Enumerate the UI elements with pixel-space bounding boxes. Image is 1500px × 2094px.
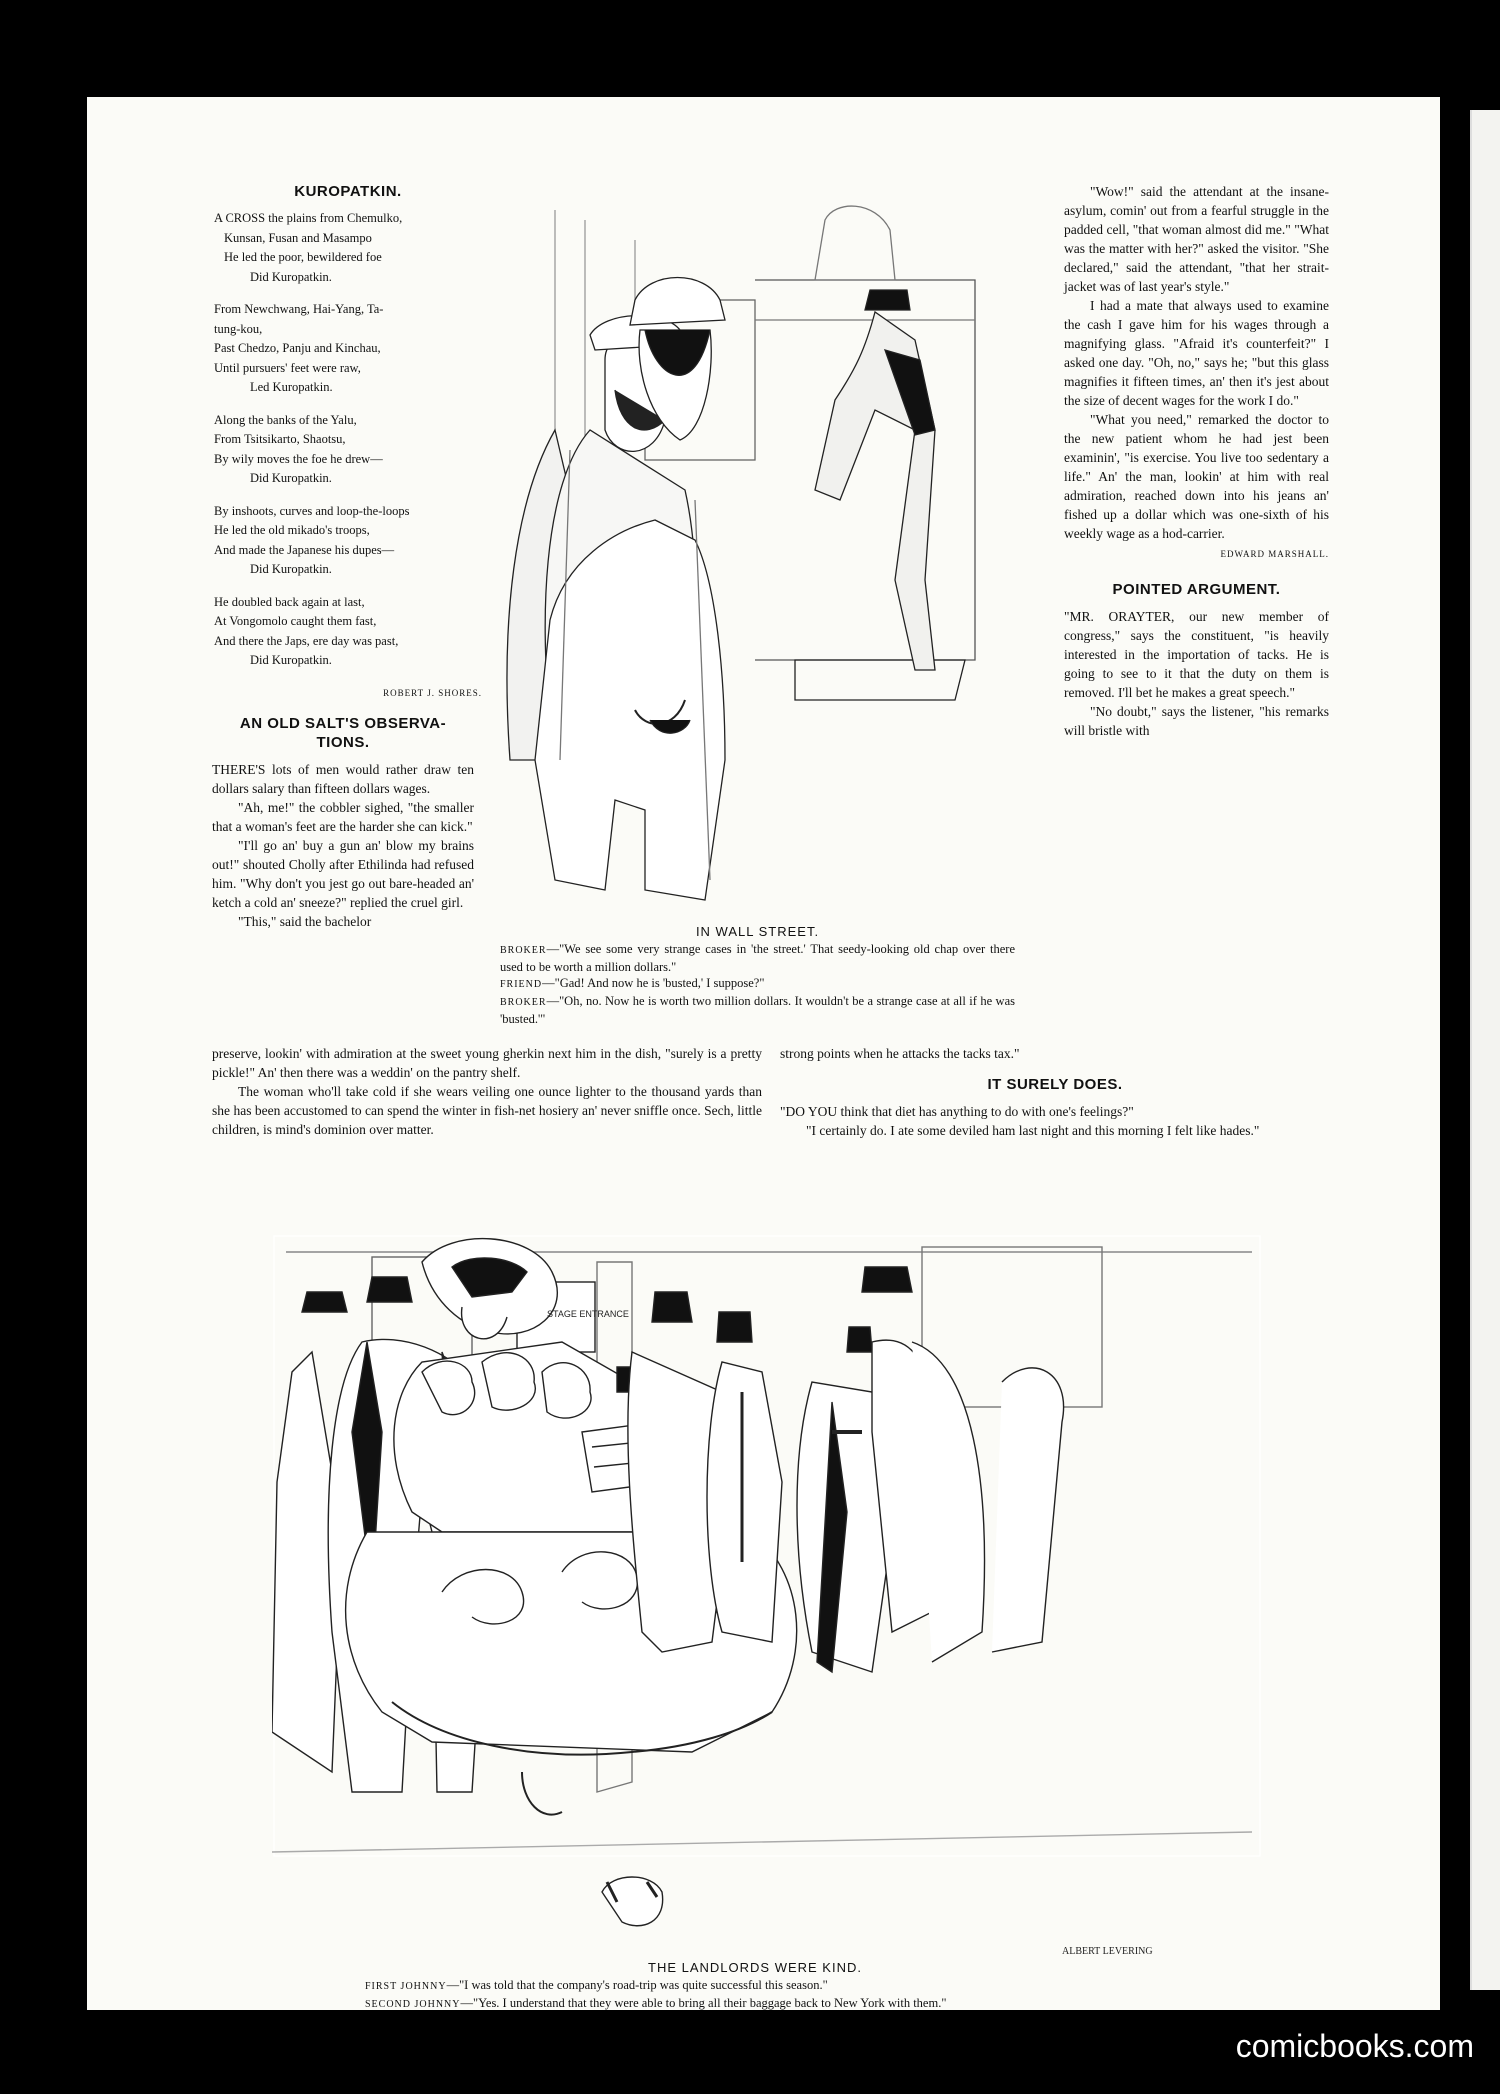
poem-line: He led the old mikado's troops, (214, 523, 370, 537)
poem-line: Along the banks of the Yalu, (214, 412, 357, 427)
poem-stanza (214, 209, 482, 287)
right-byline: EDWARD MARSHALL. (1220, 549, 1329, 559)
salt-paragraph-6: The woman who'll take cold if she wears veiling one ounce lighter to the thousand yards than she has been accustomed to can spend the winter in fish-net hosiery an' never sniffle once. Sech, little children, is mind's dominion over matter. (212, 1084, 762, 1137)
landlords-caption-title: THE LANDLORDS WERE KIND. (648, 1960, 862, 1975)
salt-title-1: AN OLD SALT'S OBSERVA- (239, 715, 447, 732)
pointed-paragraph-3: strong points when he attacks the tacks tax." (780, 1046, 1020, 1061)
poem-line: From Tsitsikarto, Shaotsu, (214, 432, 346, 446)
wall-street-dialog (500, 941, 1015, 1027)
pointed-paragraph-1: "MR. ORAYTER, our new member of congress," says the constituent, "is heavily interested in the importation of tacks. He is going to see to it that the duty on them is removed. I'll bet he makes a great speech." (1064, 609, 1329, 700)
poem-stanza (214, 300, 482, 398)
salt-paragraph-1: THERE'S lots of men would rather draw ten dollars salary than fifteen dollars wages. (212, 762, 474, 796)
illustration-signature: ALBERT LEVERING (1062, 1946, 1153, 1957)
dialog-text: —"I was told that the company's road-trip was quite successful this season." (446, 1978, 828, 1992)
salt-paragraph-2: "Ah, me!" the cobbler sighed, "the smaller that a woman's feet are the harder she can kick." (212, 800, 474, 834)
wall-street-illustration (495, 200, 1025, 920)
poem-line: Led Kuropatkin. (250, 380, 333, 394)
landlords-dialog (365, 1977, 1145, 2013)
right-column (1064, 182, 1329, 740)
poem-line: And made the Japanese his dupes— (214, 542, 395, 557)
poem-line: From Newchwang, Hai-Yang, Ta- (214, 302, 384, 316)
dialog-line (500, 941, 1015, 975)
poem-body (214, 209, 482, 671)
salt-continued (212, 1044, 762, 1139)
dialog-speaker: FIRST JOHNNY (365, 1981, 447, 1992)
pointed-continued (780, 1044, 1330, 1140)
poem-line: He led the poor, bewildered foe (224, 250, 382, 264)
salt-paragraph-3: "I'll go an' buy a gun an' blow my brains out!" shouted Cholly after Ethilinda had refused him. "Why don't you jest go out bare-headed an' ketch a cold an' sneeze?" replied the cruel girl. (212, 838, 474, 910)
pointed-title: POINTED ARGUMENT. (1112, 581, 1281, 598)
surely-paragraph-2: "I certainly do. I ate some deviled ham last night and this morning I felt like hades." (806, 1123, 1260, 1138)
dialog-line (365, 1977, 1145, 1995)
dialog-text: —"Yes. I understand that they were able to bring all their baggage back to New York with them." (460, 1996, 947, 2010)
poem-line: By wily moves the foe he drew— (214, 451, 383, 466)
landlords-illustration (272, 1232, 1262, 1962)
poem-title: KUROPATKIN. (294, 183, 402, 200)
wall-street-caption (500, 922, 1015, 1027)
salt-paragraph-4: "This," said the bachelor (238, 914, 372, 929)
salt-paragraph-5: preserve, lookin' with admiration at the sweet young gherkin next him in the dish, "surely is a pretty pickle!" An' then there was a weddin' on the pantry shelf. (212, 1046, 762, 1080)
salt-title-2: TIONS. (316, 734, 370, 751)
dialog-speaker: BROKER (500, 945, 547, 956)
surely-title: IT SURELY DOES. (987, 1076, 1123, 1093)
poem-line: A CROSS the plains from Chemulko, (214, 211, 403, 225)
poem-line: And there the Japs, ere day was past, (214, 633, 399, 648)
poem-stanza (214, 502, 482, 580)
pointed-paragraph-2: "No doubt," says the listener, "his remarks will bristle with (1064, 704, 1329, 738)
dialog-speaker: BROKER (500, 997, 547, 1008)
stage-entrance-sign: STAGE ENTRANCE (547, 1309, 629, 1319)
poem-line: He doubled back again at last, (214, 594, 365, 609)
dialog-speaker: SECOND JOHNNY (365, 1999, 461, 2010)
poem-line: Did Kuropatkin. (250, 471, 332, 485)
right-paragraph-2: I had a mate that always used to examine the cash I gave him for his wages through a magnifying glass. "Afraid it's counterfeit?" I asked one day. "Oh, no," says he; "but this glass magnifies it fifteen times, an' then it's jest about the size of decent wages for the work I do." (1064, 298, 1329, 408)
poem-column (214, 182, 482, 703)
landlords-caption (365, 1958, 1145, 2013)
poem-line: By inshoots, curves and loop-the-loops (214, 503, 410, 518)
poem-stanza (214, 593, 482, 671)
wall-street-caption-title: IN WALL STREET. (695, 924, 820, 939)
surely-paragraph-1: "DO YOU think that diet has anything to do with one's feelings?" (780, 1104, 1134, 1119)
dialog-text: —"Gad! And now he is 'busted,' I suppose?" (542, 976, 765, 990)
dialog-line (365, 1995, 1145, 2013)
dialog-line (500, 975, 1015, 993)
poem-line: Kunsan, Fusan and Masampo (224, 230, 372, 245)
poem-line: Did Kuropatkin. (250, 562, 332, 576)
poem-stanza (214, 411, 482, 489)
watermark: comicbooks.com (1235, 2028, 1474, 2064)
poem-line: Did Kuropatkin. (250, 269, 332, 284)
dialog-text: —"We see some very strange cases in 'the street.' That seedy-looking old chap over there used to be worth a million dollars." (500, 942, 1015, 974)
dialog-text: —"Oh, no. Now he is worth two million dollars. It wouldn't be a strange case at all if he was 'busted.'" (500, 994, 1015, 1026)
dialog-speaker: FRIEND (500, 979, 543, 990)
salt-column (212, 714, 474, 931)
poem-line: tung-kou, (214, 321, 263, 336)
poem-line: At Vongomolo caught them fast, (214, 614, 377, 628)
poem-line: Did Kuropatkin. (250, 653, 332, 667)
poem-line: Until pursuers' feet were raw, (214, 360, 361, 375)
poem-byline: ROBERT J. SHORES. (383, 687, 482, 698)
next-page-edge (1470, 110, 1500, 1990)
poem-line: Past Chedzo, Panju and Kinchau, (214, 341, 381, 355)
right-paragraph-1: "Wow!" said the attendant at the insane-asylum, comin' out from a fearful struggle in the padded cell, "that woman almost did me." "What was the matter with her?" asked the visitor. "She declared," said the attendant, "that her strait-jacket was of last year's style." (1064, 184, 1329, 294)
dialog-line (500, 993, 1015, 1027)
right-paragraph-3: "What you need," remarked the doctor to the new patient whom he had jest been examinin', "is exercise. You live too sedentary a life." An' the man, lookin' at him with real admiration, reached down into his jeans an' fished up a dollar which was one-sixth of his weekly wage as a hod-carrier. (1064, 412, 1329, 541)
